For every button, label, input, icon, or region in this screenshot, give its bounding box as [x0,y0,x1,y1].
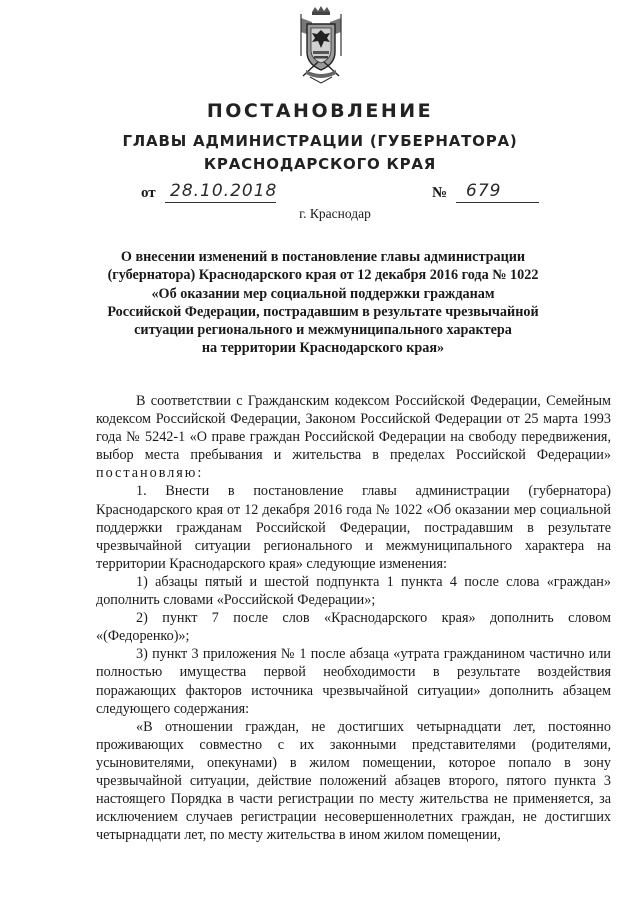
city-label: г. Краснодар [299,206,371,221]
subject-line: О внесении изменений в постановление главы администрации [120,249,526,265]
subject-line: на территории Краснодарского края» [201,340,445,357]
body-paragraph: 2) пункт 7 после слов «Краснодарского края» дополнить словом «(Федоренко)»; [96,610,611,645]
number-value: 679 [466,181,502,201]
issuer-line-1: ГЛАВЫ АДМИНИСТРАЦИИ (ГУБЕРНАТОРА) [122,132,518,150]
subject-line: «Об оказании мер социальной поддержки гражданам [151,285,495,302]
document-body [96,392,611,844]
subject-line: (губернатора) Краснодарского края от 12 декабря 2016 года № 1022 [107,267,539,284]
body-paragraph: В соответствии с Гражданским кодексом Российской Федерации, Семейным кодексом Российской Федерации, Законом Российской Федерации от 25 марта 1993 года № 5242-1 «О праве граждан Российской Федерации на свободу передвижения, выбор места пребывания и жительства в пределах Российской Федерации» постановляю: [96,393,611,482]
coat-of-arms-emblem [298,6,344,84]
date-underline [165,202,276,203]
date-value: 28.10.2018 [170,181,278,201]
body-paragraph: «В отношении граждан, не достигших четырнадцати лет, постоянно проживающих совместно с их законными представителями (родителями, усыновителями, опекунами) в жилом помещении, которое попало в зону чрезвычайной ситуации, действие положений абзацев второго, пятого пункта 3 настоящего Порядка в части регистрации по месту жительства не применяется, за исключением случаев регистрации несовершеннолетних граждан, не достигших четырнадцати лет, по месту жительства в ином жилом помещении, [96,718,611,844]
issuer-line-2: КРАСНОДАРСКОГО КРАЯ [203,155,437,173]
number-label: № [432,185,448,201]
body-paragraph: 1. Внести в постановление главы администрации (губернатора) Краснодарского края от 12 декабря 2016 года № 1022 «Об оказании мер социальной поддержки гражданам Российской Федерации, пострадавшим в результате чрезвычайной ситуации регионального и межмуниципального характера на территории Краснодарского края» следующие изменения: [96,483,611,572]
body-paragraph: 3) пункт 3 приложения № 1 после абзаца «утрата гражданином частично или полностью имущества первой необходимости в результате воздействия поражающих факторов источника чрезвычайной ситуации» дополнить абзацем следующего содержания: [96,646,611,717]
number-underline [456,202,539,203]
subject-line: Российской Федерации, пострадавшим в результате чрезвычайной [107,303,539,320]
body-paragraph: 1) абзацы пятый и шестой подпункта 1 пункта 4 после слова «граждан» дополнить словами «Российской Федерации»; [96,573,611,609]
document-title: ПОСТАНОВЛЕНИЕ [206,100,434,122]
document-subject [90,248,556,358]
date-label: от [141,185,156,201]
subject-line: ситуации регионального и межмуниципального характера [134,322,512,339]
resolution-keyword: постановляю: [96,465,204,482]
